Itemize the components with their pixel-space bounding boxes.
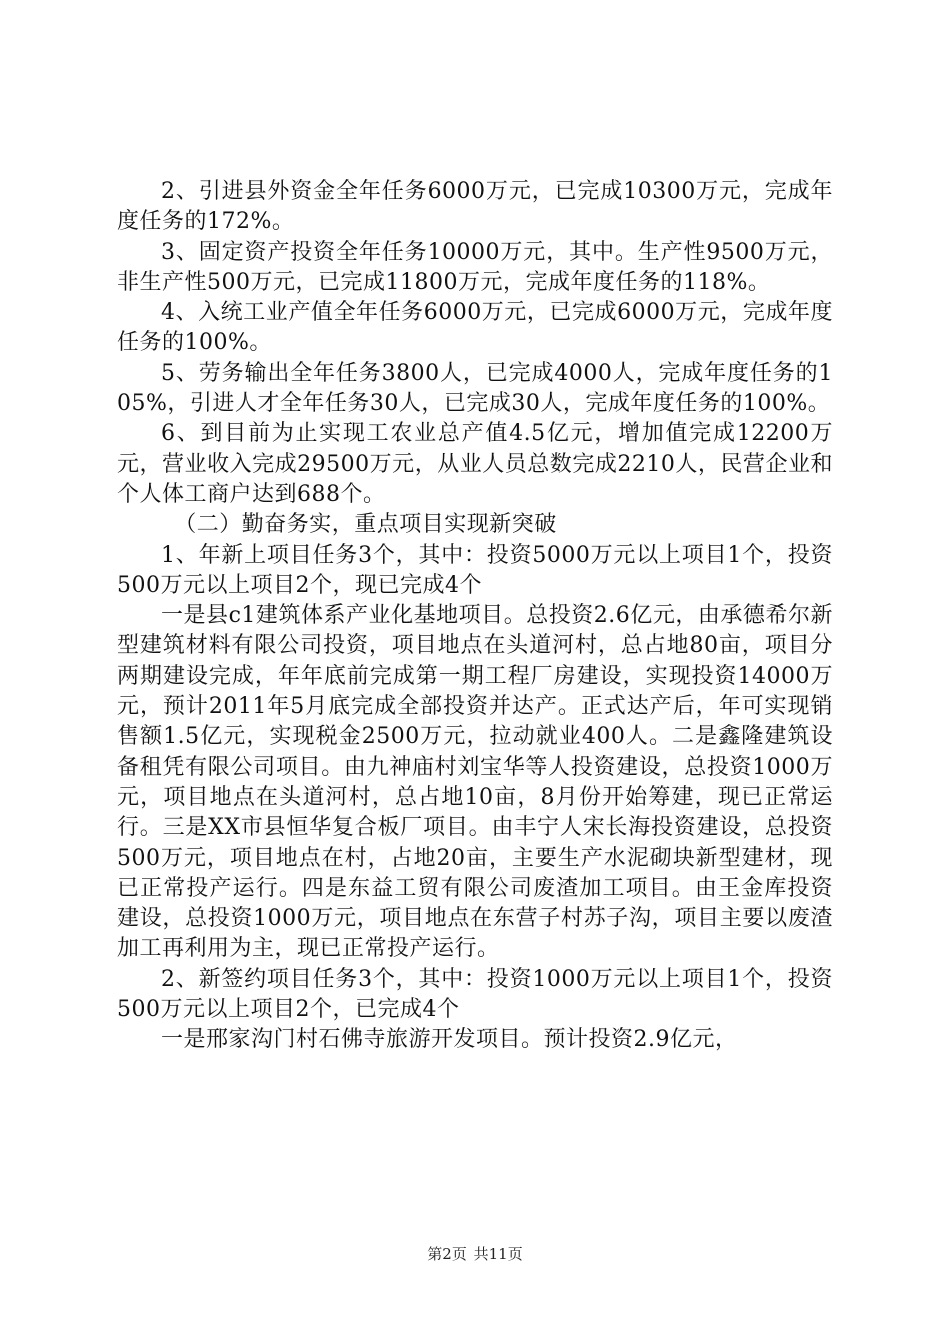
paragraph-foreign-investment: 2、引进县外资金全年任务6000万元，已完成10300万元，完成年度任务的172%。 [117,179,833,235]
page-total: 共11页 [473,1245,523,1263]
document-body [117,177,833,1056]
paragraph-labor-export: 5、劳务输出全年任务3800人，已完成4000人，完成年度任务的105%，引进人才全年任务30人，已完成30人，完成年度任务的100%。 [117,360,833,417]
section-heading: （二）勤奋务实，重点项目实现新突破 [174,512,557,538]
paragraph-signed-projects-detail: 一是邢家沟门村石佛寺旅游开发项目。预计投资2.9亿元， [161,1027,738,1053]
paragraph-signed-projects-task: 2、新签约项目任务3个，其中：投资1000万元以上项目1个，投资500万元以上项目2个，已完成4个 [117,966,833,1023]
page-footer [0,1244,950,1264]
paragraph-fixed-asset-investment: 3、固定资产投资全年任务10000万元，其中。生产性9500万元，非生产性500万元，已完成11800万元，完成年度任务的118%。 [117,239,833,295]
paragraph-new-projects-task: 1、年新上项目任务3个，其中：投资5000万元以上项目1个，投资500万元以上项目2个，现已完成4个 [117,542,833,598]
paragraph-total-output: 6、到目前为止实现工农业总产值4.5亿元，增加值完成12200万元，营业收入完成29500万元，从业人员总数完成2210人，民营企业和个人体工商户达到688个。 [117,421,833,507]
paragraph-new-projects-detail: 一是县c1建筑体系产业化基地项目。总投资2.6亿元，由承德希尔新型建筑材料有限公司投资，项目地点在头道河村，总占地80亩，项目分两期建设完成，年年底前完成第一期工程厂房建设，实现投资14000万元，预计2011年5月底完成全部投资并达产。正式达产后，年可实现销售额1.5亿元，实现税金2500万元，拉动就业400人。二是鑫隆建筑设备租凭有限公司项目。由九神庙村刘宝华等人投资建设，总投资1000万元，项目地点在头道河村，总占地10亩，8月份开始筹建，现已正常运行。三是XX市县恒华复合板厂项目。由丰宁人宋长海投资建设，总投资500万元，项目地点在村，占地20亩，主要生产水泥砌块新型建材，现已正常投产运行。四是东益工贸有限公司废渣加工项目。由王金库投资建设，总投资1000万元，项目地点在东营子村苏子沟，项目主要以废渣加工再利用为主，现已正常投产运行。 [117,603,833,962]
page-number: 第2页 [427,1245,467,1263]
paragraph-industrial-output: 4、入统工业产值全年任务6000万元，已完成6000万元，完成年度任务的100%。 [117,300,833,356]
